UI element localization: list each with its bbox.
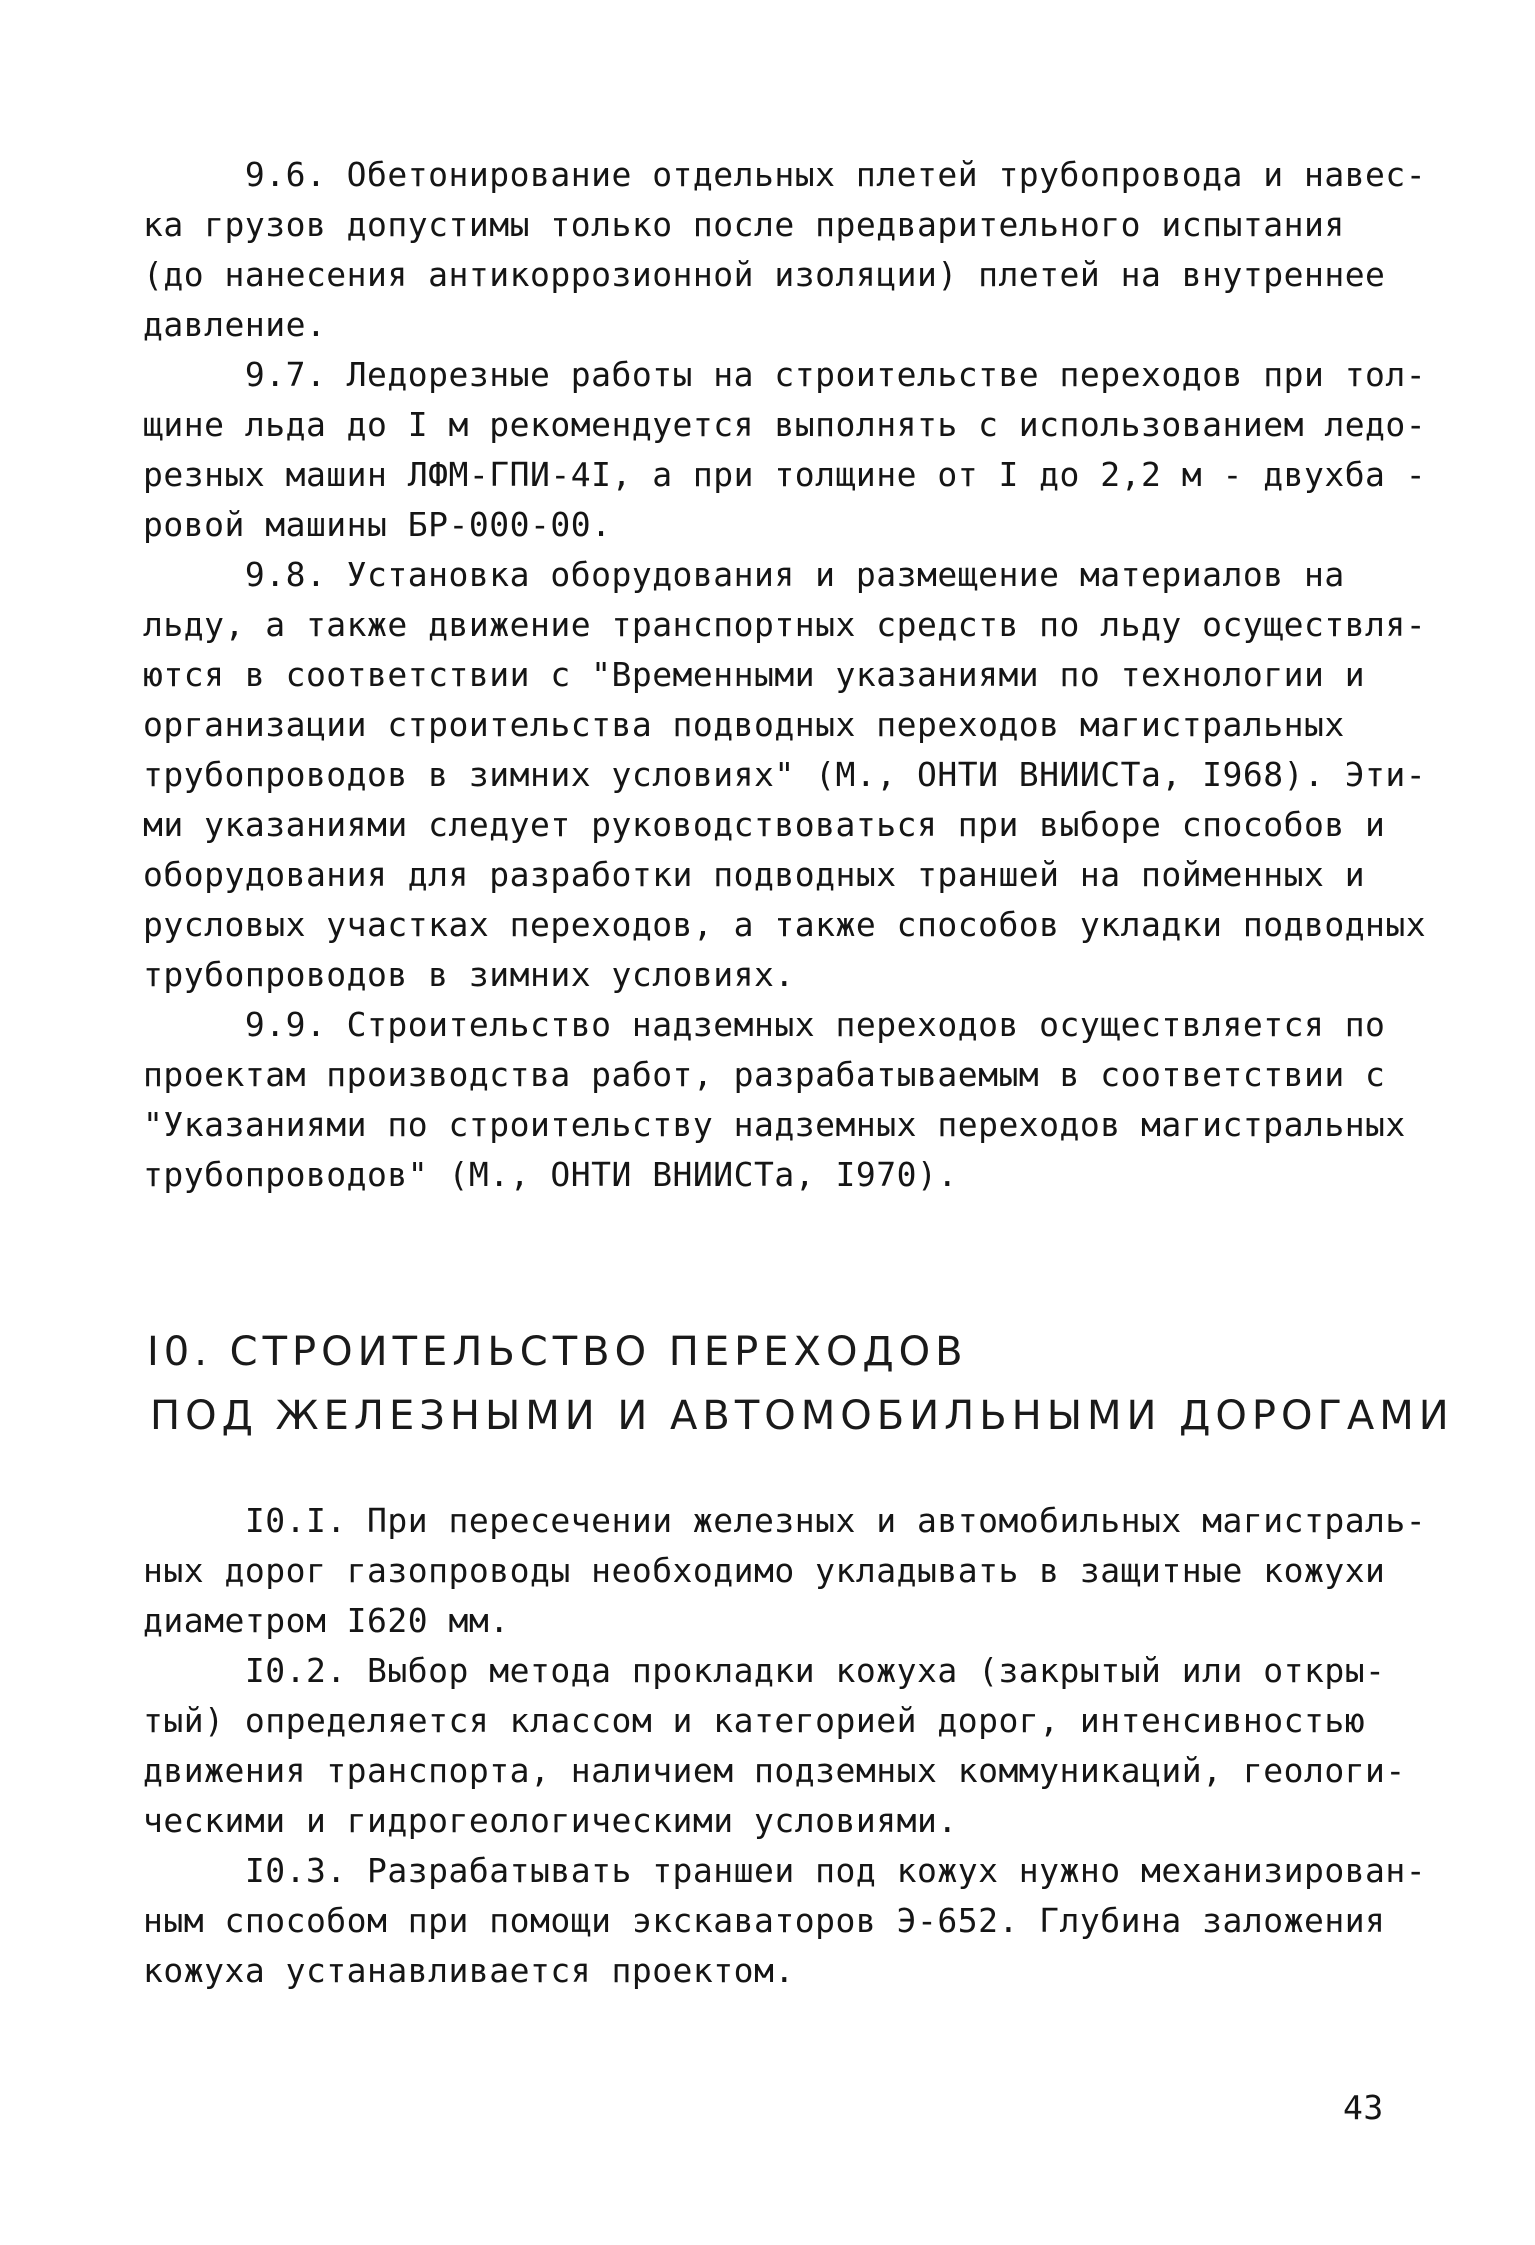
paragraph-9-8-line-8: русловых участках переходов, а также способов укладки подводных <box>143 905 1427 944</box>
paragraph-9-9-line-3: "Указаниями по строительству надземных переходов магистральных <box>143 1105 1406 1144</box>
paragraph-9-8-line-1: 9.8. Установка оборудования и размещение материалов на <box>143 555 1345 594</box>
paragraph-9-6-line-4: давление. <box>143 305 327 344</box>
paragraph-9-8-line-2: льду, а также движение транспортных средств по льду осуществля- <box>143 605 1427 644</box>
paragraph-9-8-line-3: ются в соответствии с "Временными указаниями по технологии и <box>143 655 1366 694</box>
paragraph-10-1-line-1: I0.I. При пересечении железных и автомобильных магистраль- <box>143 1501 1427 1540</box>
section-10-heading-line-2: ПОД ЖЕЛЕЗНЫМИ И АВТОМОБИЛЬНЫМИ ДОРОГАМИ <box>150 1393 1454 1439</box>
paragraph-10-2-line-1: I0.2. Выбор метода прокладки кожуха (закрытый или откры- <box>143 1651 1386 1690</box>
paragraph-10-2-line-2: тый) определяется классом и категорией дорог, интенсивностью <box>143 1701 1366 1740</box>
paragraph-9-8-line-4: организации строительства подводных переходов магистральных <box>143 705 1345 744</box>
page-number: 43 <box>1343 2088 1384 2127</box>
paragraph-9-8-line-6: ми указаниями следует руководствоваться при выборе способов и <box>143 805 1386 844</box>
paragraph-10-1-line-3: диаметром I620 мм. <box>143 1601 510 1640</box>
paragraph-9-7-line-3: резных машин ЛФМ-ГПИ-4I, а при толщине от I до 2,2 м - двухба - <box>143 455 1427 494</box>
paragraph-10-3-line-2: ным способом при помощи экскаваторов Э-652. Глубина заложения <box>143 1901 1386 1940</box>
paragraph-10-3-line-3: кожуха устанавливается проектом. <box>143 1951 795 1990</box>
paragraph-9-8-line-7: оборудования для разработки подводных траншей на пойменных и <box>143 855 1366 894</box>
paragraph-9-6-line-2: ка грузов допустимы только после предварительного испытания <box>143 205 1345 244</box>
paragraph-10-1-line-2: ных дорог газопроводы необходимо укладывать в защитные кожухи <box>143 1551 1386 1590</box>
paragraph-9-8-line-5: трубопроводов в зимних условиях" (М., ОНТИ ВНИИСТа, I968). Эти- <box>143 755 1427 794</box>
paragraph-10-3-line-1: I0.3. Разрабатывать траншеи под кожух нужно механизирован- <box>143 1851 1427 1890</box>
paragraph-10-2-line-3: движения транспорта, наличием подземных коммуникаций, геологи- <box>143 1751 1406 1790</box>
paragraph-9-9-line-4: трубопроводов" (М., ОНТИ ВНИИСТа, I970). <box>143 1155 958 1194</box>
paragraph-9-7-line-2: щине льда до I м рекомендуется выполнять с использованием ледо- <box>143 405 1427 444</box>
paragraph-9-9-line-2: проектам производства работ, разрабатываемым в соответствии с <box>143 1055 1386 1094</box>
paragraph-9-7-line-1: 9.7. Ледорезные работы на строительстве переходов при тол- <box>143 355 1427 394</box>
paragraph-9-6-line-1: 9.6. Обетонирование отдельных плетей трубопровода и навес- <box>143 155 1427 194</box>
paragraph-9-6-line-3: (до нанесения антикоррозионной изоляции) плетей на внутреннее <box>143 255 1386 294</box>
section-10-heading-line-1: I0. СТРОИТЕЛЬСТВО ПЕРЕХОДОВ <box>147 1329 968 1375</box>
paragraph-9-8-line-9: трубопроводов в зимних условиях. <box>143 955 795 994</box>
paragraph-10-2-line-4: ческими и гидрогеологическими условиями. <box>143 1801 958 1840</box>
paragraph-9-9-line-1: 9.9. Строительство надземных переходов осуществляется по <box>143 1005 1386 1044</box>
paragraph-9-7-line-4: ровой машины БР-000-00. <box>143 505 612 544</box>
